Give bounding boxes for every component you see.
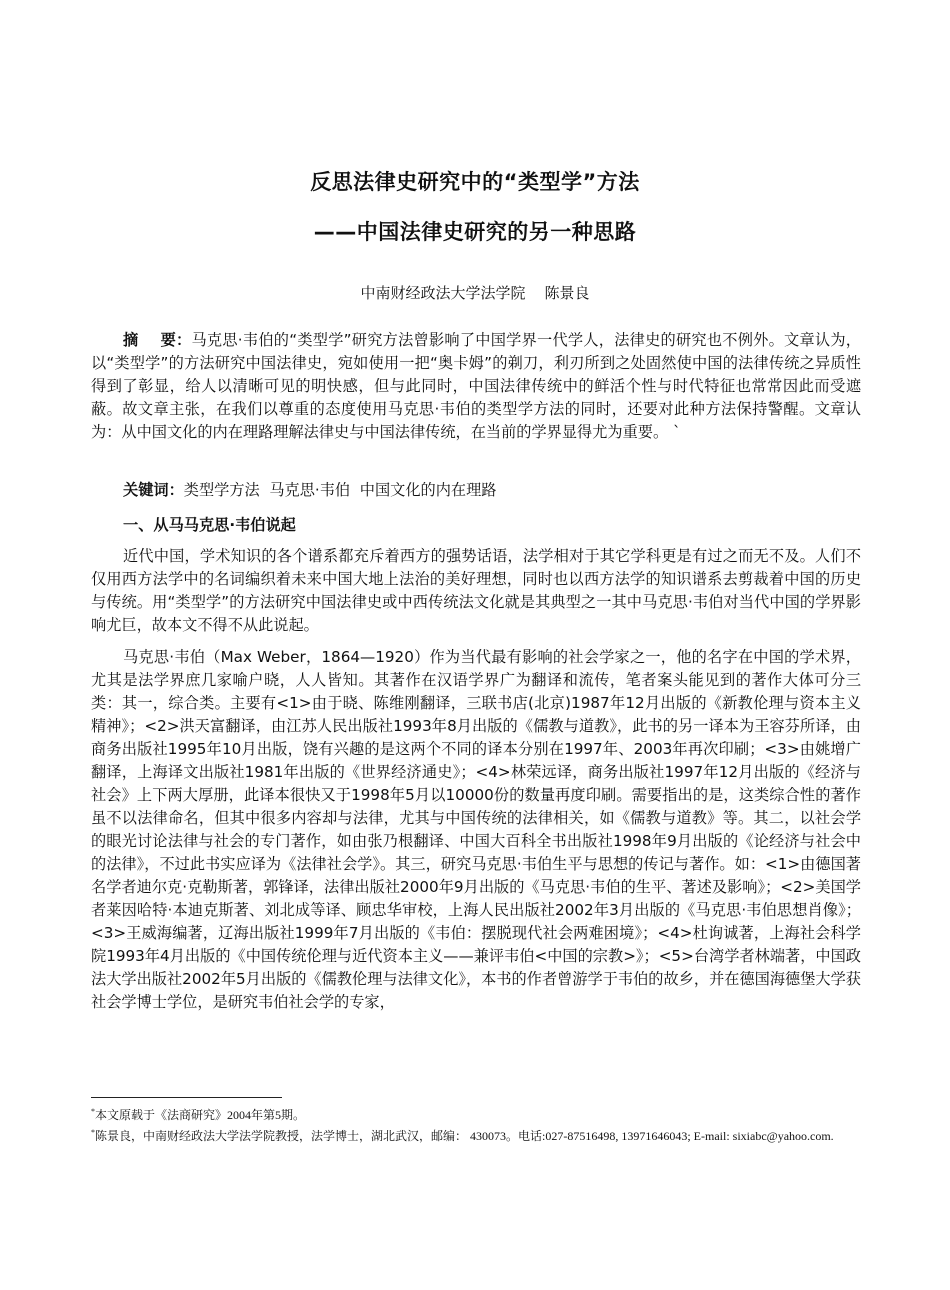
footnote-divider (91, 1097, 282, 1098)
keywords-text: 类型学方法 马克思·韦伯 中国文化的内在理路 (183, 481, 497, 499)
section-heading: 一、从马马克思·韦伯说起 (123, 516, 296, 534)
author-line: 中南财经政法大学法学院 陈景良 (360, 284, 590, 302)
footnote-text: 陈景良，中南财经政法大学法学院教授，法学博士，湖北武汉，邮编： 430073。电话:027-87516498, 13971646043; E-mail: sixiabc@yahoo.com. (95, 1129, 834, 1143)
abstract-label: 摘 要： (123, 331, 192, 349)
paragraph-1: 近代中国，学术知识的各个谱系都充斥着西方的强势话语，法学相对于其它学科更是有过之而无不及。人们不仅用西方法学中的名词编织着未来中国大地上法治的美好理想，同时也以西方法学的知识谱系去剪裁着中国的历史与传统。用“类型学”的方法研究中国法律史或中西传统法文化就是其典型之一其中马克思·韦伯对当代中国的学界影响尤巨，故本文不得不从此说起。 (91, 547, 861, 634)
paper-title: 反思法律史研究中的“类型学”方法 (310, 170, 640, 194)
footnote-mark: * (91, 1107, 95, 1116)
paragraph-2: 马克思·韦伯（Max Weber，1864—1920）作为当代最有影响的社会学家之一，他的名字在中国的学术界，尤其是法学界庶几家喻户晓，人人皆知。其著作在汉语学界广为翻译和流传，笔者案头能见到的著作大体可分三类：其一，综合类。主要有<1>由于晓、陈维刚翻译，三联书店(北京)1987年12月出版的《新教伦理与资本主义精神》；<2>洪天富翻译，由江苏人民出版社1993年8月出版的《儒教与道教》，此书的另一译本为王容芬所译，由商务出版社1995年10月出版，饶有兴趣的是这两个不同的译本分别在1997年、2003年再次印刷；<3>由姚增广翻译，上海译文出版社1981年出版的《世界经济通史》；<4>林荣远译，商务出版社1997年12月出版的《经济与社会》上下两大厚册，此译本很快又于1998年5月以10000份的数量再度印刷。需要指出的是，这类综合性的著作虽不以法律命名，但其中很多内容却与法律，尤其与中国传统的法律相关，如《儒教与道教》等。其二，以社会学的眼光讨论法律与社会的专门著作，如由张乃根翻译、中国大百科全书出版社1998年9月出版的《论经济与社会中的法律》，不过此书实应译为《法律社会学》。其三，研究马克思·韦伯生平与思想的传记与著作。如：<1>由德国著名学者迪尔克·克勒斯著，郭锋译，法律出版社2000年9月出版的《马克思·韦伯的生平、著述及影响》；<2>美国学者莱因哈特·本迪克斯著、刘北成等译、顾忠华审校，上海人民出版社2002年3月出版的《马克思·韦伯思想肖像》；<3>王威海编著，辽海出版社1999年7月出版的《韦伯：摆脱现代社会两难困境》；<4>杜询诚著，上海社会科学院1993年4月出版的《中国传统伦理与近代资本主义——兼评韦伯<中国的宗教>》；<5>台湾学者林端著，中国政法大学出版社2002年5月出版的《儒教伦理与法律文化》，本书的作者曾游学于韦伯的故乡，并在德国海德堡大学获社会学博士学位，是研究韦伯社会学的专家， (91, 648, 861, 1011)
abstract (91, 329, 861, 444)
keywords-label: 关键词： (123, 481, 184, 499)
footnote-mark: * (91, 1128, 95, 1137)
abstract-text: 马克思·韦伯的“类型学”研究方法曾影响了中国学界一代学人，法律史的研究也不例外。文章认为，以“类型学”的方法研究中国法律史，宛如使用一把“奥卡姆”的剃刀，利刃所到之处固然使中国的法律传统之异质性得到了彰显，给人以清晰可见的明快感，但与此同时，中国法律传统中的鲜活个性与时代特征也常常因此而受遮蔽。故文章主张，在我们以尊重的态度使用马克思·韦伯的类型学方法的同时，还要对此种方法保持警醒。文章认为：从中国文化的内在理路理解法律史与中国法律传统，在当前的学界显得尤为重要。 ` (91, 331, 861, 441)
paper-subtitle: ——中国法律史研究的另一种思路 (313, 220, 637, 244)
keywords (91, 479, 861, 502)
footnotes (91, 1103, 866, 1145)
footnote-text: 本文原载于《法商研究》2004年第5期。 (95, 1108, 306, 1122)
footnote-2 (91, 1124, 866, 1145)
footnote-1 (91, 1103, 866, 1124)
